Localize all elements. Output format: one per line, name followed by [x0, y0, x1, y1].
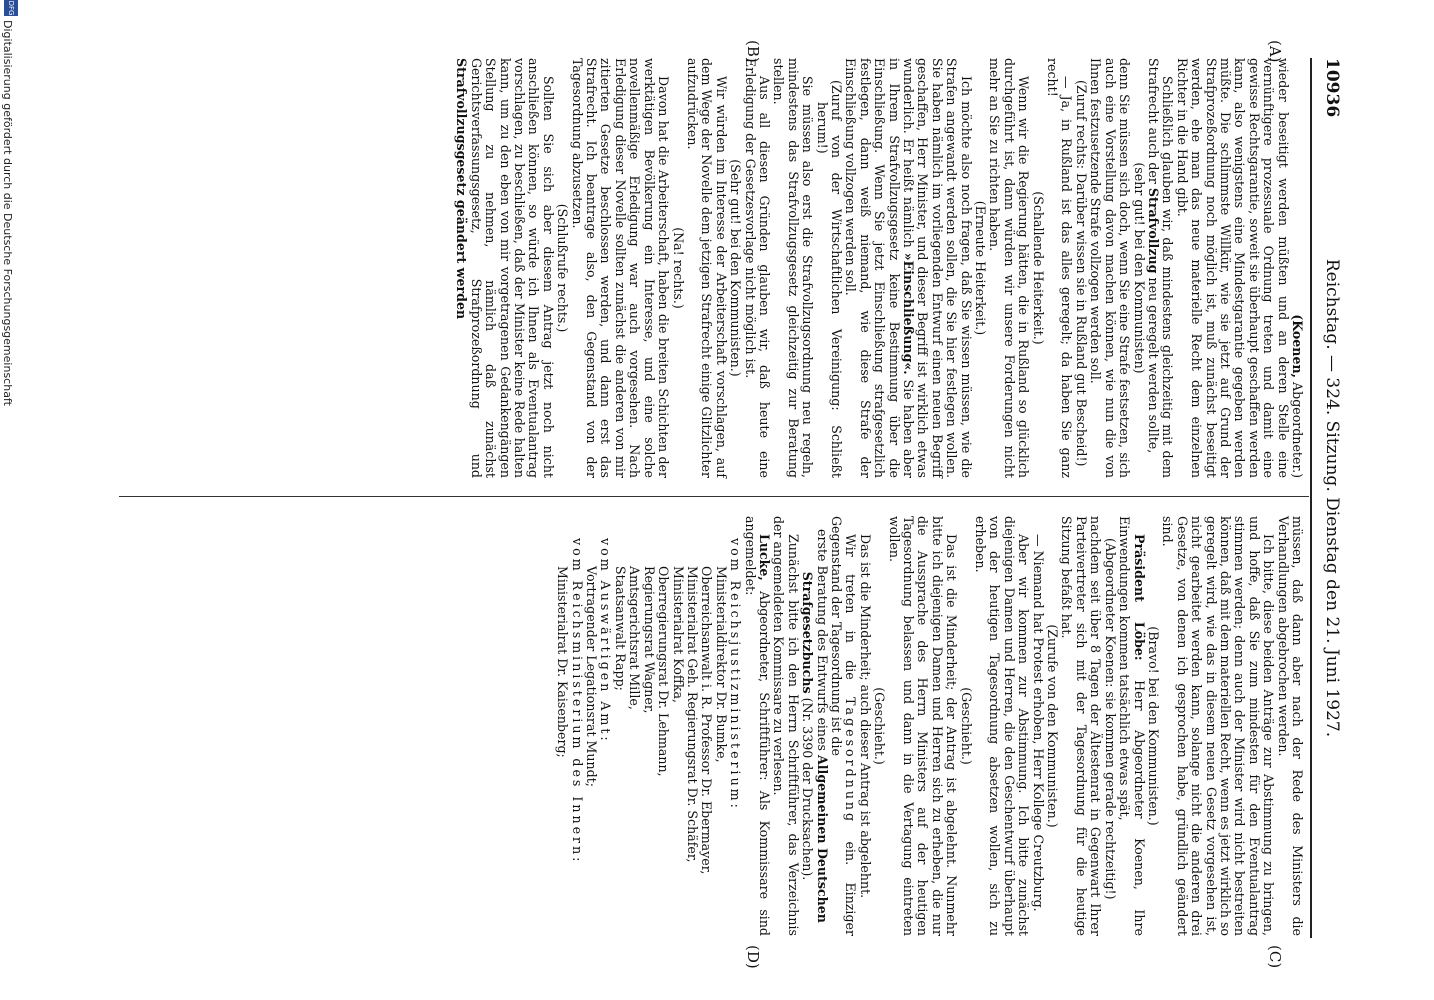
interjection: (Zurufe von den Kommunisten.) — [1045, 624, 1061, 828]
text-run: ein. Einziger Gegenstand der Tagesordnung ist die — [829, 516, 859, 937]
column-divider — [119, 496, 1309, 497]
paragraph: müssen, daß dann aber nach der Rede des Ministers die Verhandlungen abgebrochen werden. — [1275, 516, 1305, 936]
right-column — [555, 516, 1304, 936]
interjection: (Erneute Heiterkeit.) — [973, 200, 989, 336]
commissioner-item: Oberreichsanwalt i. R. Professor Dr. Ebermayer, — [699, 566, 715, 875]
paragraph: Zunächst bitte ich den Herrn Schriftführer, das Verzeichnis der angemeldeten Kommissare zu verlesen. — [771, 516, 801, 936]
interjection: (Geschieht.) — [958, 687, 974, 765]
commissioner-section-title: vom Auswärtigen Amt: — [598, 538, 614, 744]
spaced-text: Tagesordnung — [843, 697, 859, 825]
emphasis: »Einschließung«. — [901, 252, 917, 375]
interjection: (Schlußrufe rechts.) — [555, 203, 571, 333]
paragraph: Davon hat die Arbeiterschaft, haben die breiten Schichten der werktätigen Bevölkerung ein Interesse, und eine solche novellenmäßige Erledigung war auch vorgesehen. Nach Erledigung dieser Novelle sollten zunächst die anderen von mir zitierten Gesetze beschlossen werden, und dann erst das Strafrecht. Ich beantrage also, den Gegenstand von der Tagesordnung abzusetzen. — [569, 58, 672, 478]
digitization-notice: Digitalisierung gefördert durch die Deutsche Forschungsgemeinschaft — [1, 20, 14, 406]
speaker-name: Präsident Löbe: — [1131, 534, 1147, 661]
commissioner-item: Amtsgerichtsrat Mille, — [627, 566, 643, 710]
commissioner-section-title: vom Reichsjustizministerium: — [728, 538, 744, 811]
paragraph: Sie müssen also erst die Strafvollzugsordnung neu regeln, mindestens das Strafvollzugsgesetz gleichzeitig zur Beratung stellen. — [771, 58, 816, 478]
emphasis: Strafvollzug — [1145, 187, 1161, 274]
paragraph — [1146, 58, 1175, 478]
text-run: neu geregelt werden sollte, — [1145, 277, 1161, 454]
text-run: Ich möchte also noch fragen, daß Sie wissen müssen, wie die Strafen angewandt werden sollen, die Sie hier festlegen wollen. Sie haben nämlich im vorliegenden Entwurf einen neuen Begriff geschaffen, Herr Minister, und dieser Begriff ist wirklich etwas wunderlich. Er heißt nämlich — [901, 58, 974, 478]
paragraph: — Niemand hat Protest erhoben, Herr Kollege Creutzburg. — [1030, 534, 1046, 912]
paragraph: Aus all diesen Gründen glauben wir, daß heute eine Erledigung der Gesetzesvorlage nicht möglich ist. — [742, 58, 772, 478]
commissioner-item: Ministerialrat Dr. Kaisenberg; — [555, 566, 571, 758]
paragraph: Das ist die Minderheit; der Antrag ist abgelehnt. Nunmehr bitte ich diejenigen Damen und Herren sich zu erheben, die nur die Aussprache des Herrn Ministers auf der heutigen Tagesordnung belassen und dann in die Vertagung eintreten wollen. — [886, 516, 960, 936]
page-header — [1316, 58, 1346, 938]
text-run: (Nr. 3390 der Drucksachen). — [800, 697, 816, 881]
emphasis: Strafvollzugsgesetz geändert werden — [454, 58, 470, 320]
interjection: (Na! rechts.) — [670, 227, 686, 309]
interjection: (Bravo! bei den Kommunisten.) — [1145, 626, 1161, 826]
header-rule — [1310, 58, 1312, 938]
interjection: (Abgeordneter Koenen: sie kommen gerade rechtzeitig!) — [1102, 538, 1118, 900]
paragraph: Wenn wir die Regierung hätten, die in Rußland so glücklich durchgeführt ist, dann würden wir unsere Forderungen nicht mehr an Sie zu richten haben. — [987, 58, 1032, 478]
margin-mark-c: (C) — [1266, 945, 1284, 969]
paragraph — [1117, 516, 1146, 936]
speaker-role: Abgeordneter.) — [1290, 382, 1305, 478]
paragraph — [829, 516, 858, 936]
margin-mark-a: (A) — [1266, 40, 1284, 63]
text-run: erste Beratung des Entwurfs eines — [814, 529, 830, 751]
commissioner-item: Vortragender Legationsrat Mundt; — [584, 566, 600, 787]
interjection: (Schallende Heiterkeit.) — [1030, 191, 1046, 345]
commissioner-item: Staatsanwalt Rapp; — [612, 566, 628, 691]
paragraph: Wir würden im Interesse der Arbeiterschaft vorschlagen, auf dem Wege der Novelle dem jetzigen Strafrecht einige Glitzlichter aufzudrücken. — [684, 58, 729, 478]
paragraph: Aber wir kommen zur Abstimmung. Ich bitte zunächst diejenigen Damen und Herren, die den Geschentwurf überhaupt von der heutigen Tagesordnung absetzen wollen, sich zu erheben. — [973, 516, 1032, 936]
text-run: Wir treten in die — [843, 534, 859, 680]
commissioner-item: Regierungsrat Wagner, — [641, 566, 657, 714]
header-title: Reichstag. — 324. Sitzung. Dienstag den 21. Juni 1927. — [1322, 258, 1342, 738]
agenda-item — [800, 516, 829, 936]
commissioner-section-title: vom Reichsministerium des Innern: — [569, 538, 585, 865]
text-run: Sollten Sie sich aber diesem Antrag jetzt noch nicht anschließen können, so würde ich Ihnen als Eventualantrag vorschlagen, zu beschließen, daß der Minister keine Rede halten kann, um zu den eben von mir vorgetragenen Gedankengängen Stellung zu nehmen, nämlich daß zunächst Gerichtsverfassungsgesetz, Strafprozeßordnung und — [468, 58, 556, 478]
interjection: (Geschieht.) — [872, 687, 888, 765]
paragraph — [454, 58, 555, 478]
paragraph: — Ja, in Rußland ist das alles geregelt; da haben Sie ganz recht! — [1045, 58, 1075, 478]
left-column — [454, 58, 1304, 478]
margin-mark-b: (B) — [744, 40, 762, 63]
commissioner-item: Ministerialrat Geh. Regierungsrat Dr. Schäfer, — [684, 566, 700, 863]
interjection: (Zuruf rechts: Darüber wissen sie in Rußland gut Bescheid!) — [1073, 80, 1089, 467]
interjection: (sehr gut! bei den Kommunisten) — [1131, 162, 1147, 374]
margin-mark-d: (D) — [744, 945, 762, 969]
paragraph — [742, 516, 771, 936]
dfg-logo: DFG — [4, 0, 18, 16]
commissioner-item: Ministerialrat Koffka, — [670, 566, 686, 703]
paragraph: wieder beseitigt werden müßten und an deren Stelle eine vernünftigere prozessuale Ordnung treten und damit eine gewisse Rechtsgarantie, soweit sie überhaupt geschaffen werden kann, also wenigstens eine Mindestgarantie gegeben werden müßte. Die schlimmste Willkür, wie sie jetzt auf Grund der Strafprozeßordnung noch möglich ist, muß zunächst beseitigt werden, ehe man das neue materielle Recht dem einzelnen Richter in die Hand gibt. — [1174, 58, 1291, 478]
paragraph: nachdem seit über 8 Tagen der Ältestenrat in Gegenwart Ihrer Parteivertreter sich mit der Tagesordnung für die heutige Sitzung befaßt hat. — [1059, 516, 1104, 936]
paragraph: denn Sie müssen sich doch, wenn Sie eine Strafe festsetzen, sich auch eine Vorstellung davon machen können, wie nun die von Ihnen festzusetzende Strafe vollzogen werden soll. — [1088, 58, 1133, 478]
speaker-name: (Koenen, — [1290, 314, 1305, 379]
text-run: Herr Abgeordneter Koenen, Ihre Einwendungen kommen tatsächlich etwas spät, — [1117, 516, 1147, 936]
interjection: (Zuruf von der Wirtschaftlichen Vereinigung: Schließt herum!) — [814, 80, 844, 478]
speaker-line — [1290, 58, 1304, 478]
speaker-name: Lucke, — [756, 534, 772, 581]
page-number: 10936 — [1322, 58, 1342, 118]
emphasis: Allgemeinen Deutschen Strafgesetzbuchs — [800, 571, 830, 923]
interjection: (Sehr gut! bei den Kommunisten.) — [728, 159, 744, 377]
text-run: Sie haben aber in Ihrem Strafvollzugsgesetz keine Bestimmung über die Einschließung. Wenn Sie jetzt Einschließung strafgesetzlich festlegen, dann weiß niemand, wie diese Strafe der Einschließung vollzogen werden soll. — [843, 58, 917, 479]
commissioner-item: Oberregierungsrat Dr. Lehmann, — [656, 566, 672, 777]
paragraph — [843, 58, 973, 478]
paragraph: Das ist die Minderheit; auch dieser Antrag ist abgelehnt. — [857, 534, 873, 899]
commissioner-item: Ministerialdirektor Dr. Bumke, — [713, 566, 729, 763]
text-run: Abgeordneter, Schriftführer: Als Kommissare sind angemeldet: — [742, 516, 772, 936]
text-run: Schließlich glauben wir, daß mindestens gleichzeitig mit dem Strafrecht auch der — [1145, 58, 1176, 478]
paragraph: Ich bitte, diese beiden Anträge zur Abstimmung zu bringen, und hoffe, daß Sie zum mindesten für den Eventualantrag stimmen werden; denn auch der Minister wird nicht bestreiten können, daß mit dem materiellen Recht, wenn es jetzt wirklich so geregelt wird, wie das in diesem neuen Gesetz vorgesehen ist, nicht gearbeitet werden kann, solange nicht die anderen drei Gesetze, von denen ich gesprochen habe, gründlich geändert sind. — [1160, 516, 1277, 936]
